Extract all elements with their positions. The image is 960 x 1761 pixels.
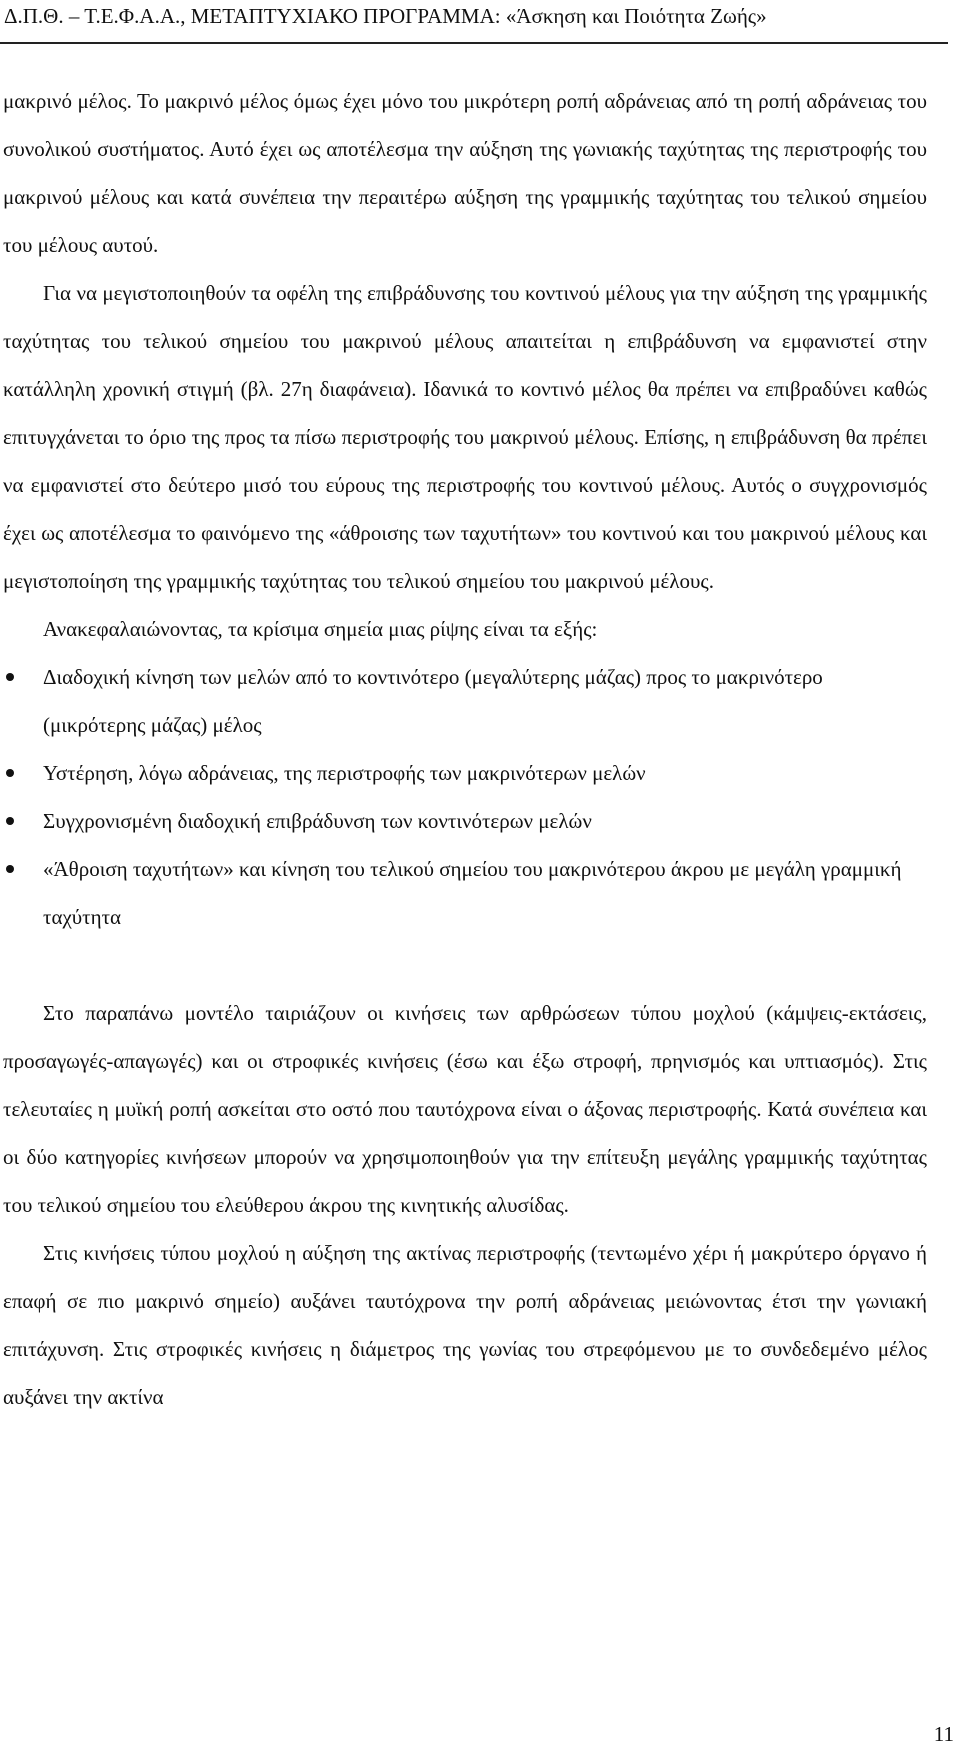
list-item-text: Συγχρονισμένη διαδοχική επιβράδυνση των κοντινότερων μελών xyxy=(43,809,592,833)
paragraph-lever-movements: Στις κινήσεις τύπου μοχλού η αύξηση της ακτίνας περιστροφής (τεντωμένο χέρι ή μακρύτερο όργανο ή επαφή σε πιο μακρινό σημείο) αυξάνει ταυτόχρονα την ροπή αδράνειας μειώνοντας έτσι την γωνιακή επιτάχυνση. Στις στροφικές κινήσεις η διάμετρος της γωνίας του στρεφόμενου με το συνδεδεμένο μέλος αυξάνει την ακτίνα xyxy=(3,1241,927,1409)
paragraph-continuation: μακρινό μέλος. Το μακρινό μέλος όμως έχει μόνο του μικρότερη ροπή αδράνειας από τη ροπή αδράνειας του συνολικού συστήματος. Αυτό έχει ως αποτέλεσμα την αύξηση της γωνιακής ταχύτητας της περιστροφής του μακρινού μέλους και κατά συνέπεια την περαιτέρω αύξηση της γραμμικής ταχύτητας του τελικού σημείου του μέλους αυτού. xyxy=(3,89,927,257)
page-number: 11 xyxy=(933,1722,954,1746)
list-item-text: Διαδοχική κίνηση των μελών από το κοντινότερο (μεγαλύτερης μάζας) προς το μακρινότερο (μικρότερης μάζας) μέλος xyxy=(43,665,823,737)
list-item-text: Υστέρηση, λόγω αδράνειας, της περιστροφής των μακρινότερων μελών xyxy=(43,761,646,785)
list-item xyxy=(3,797,927,845)
key-points-list xyxy=(3,653,927,941)
list-item xyxy=(3,749,927,797)
section-spacer xyxy=(3,941,927,989)
header-rule xyxy=(0,42,948,44)
bullet-icon xyxy=(6,673,14,681)
list-item-text: «Άθροιση ταχυτήτων» και κίνηση του τελικού σημείου του μακρινότερου άκρου με μεγάλη γραμμική ταχύτητα xyxy=(43,857,902,929)
list-item xyxy=(3,845,927,941)
running-header: Δ.Π.Θ. – Τ.Ε.Φ.Α.Α., ΜΕΤΑΠΤΥΧΙΑΚΟ ΠΡΟΓΡΑΜΜΑ: «Άσκηση και Ποιότητα Ζωής» xyxy=(4,4,767,28)
summary-intro: Ανακεφαλαιώνοντας, τα κρίσιμα σημεία μιας ρίψης είναι τα εξής: xyxy=(43,617,598,641)
paragraph-joint-movements: Στο παραπάνω μοντέλο ταιριάζουν οι κινήσεις των αρθρώσεων τύπου μοχλού (κάμψεις-εκτάσεις, προσαγωγές-απαγωγές) και οι στροφικές κινήσεις (έσω και έξω στροφή, πρηνισμός και υπτιασμός). Στις τελευταίες η μυϊκή ροπή ασκείται στο οστό που ταυτόχρονα είναι ο άξονας περιστροφής. Κατά συνέπεια και οι δύο κατηγορίες κινήσεων μπορούν να χρησιμοποιηθούν για την επίτευξη μεγάλης γραμμικής ταχύτητας του τελικού σημείου του ελεύθερου άκρου της κινητικής αλυσίδας. xyxy=(3,1001,927,1217)
bullet-icon xyxy=(6,817,14,825)
list-item xyxy=(3,653,927,749)
bullet-icon xyxy=(6,865,14,873)
document-body xyxy=(3,77,927,1421)
paragraph-deceleration-timing: Για να μεγιστοποιηθούν τα οφέλη της επιβράδυνσης του κοντινού μέλους για την αύξηση της γραμμικής ταχύτητας του τελικού σημείου του μακρινού μέλους απαιτείται η επιβράδυνση να εμφανιστεί στην κατάλληλη χρονική στιγμή (βλ. 27η διαφάνεια). Ιδανικά το κοντινό μέλος θα πρέπει να επιβραδύνει καθώς επιτυγχάνεται το όριο της προς τα πίσω περιστροφής του μακρινού μέλους. Επίσης, η επιβράδυνση θα πρέπει να εμφανιστεί στο δεύτερο μισό του εύρους της περιστροφής του κοντινού μέλους. Αυτός ο συγχρονισμός έχει ως αποτέλεσμα το φαινόμενο της «άθροισης των ταχυτήτων» του κοντινού και του μακρινού μέλους και μεγιστοποίηση της γραμμικής ταχύτητας του τελικού σημείου του μακρινού μέλους. xyxy=(3,281,927,593)
bullet-icon xyxy=(6,769,14,777)
